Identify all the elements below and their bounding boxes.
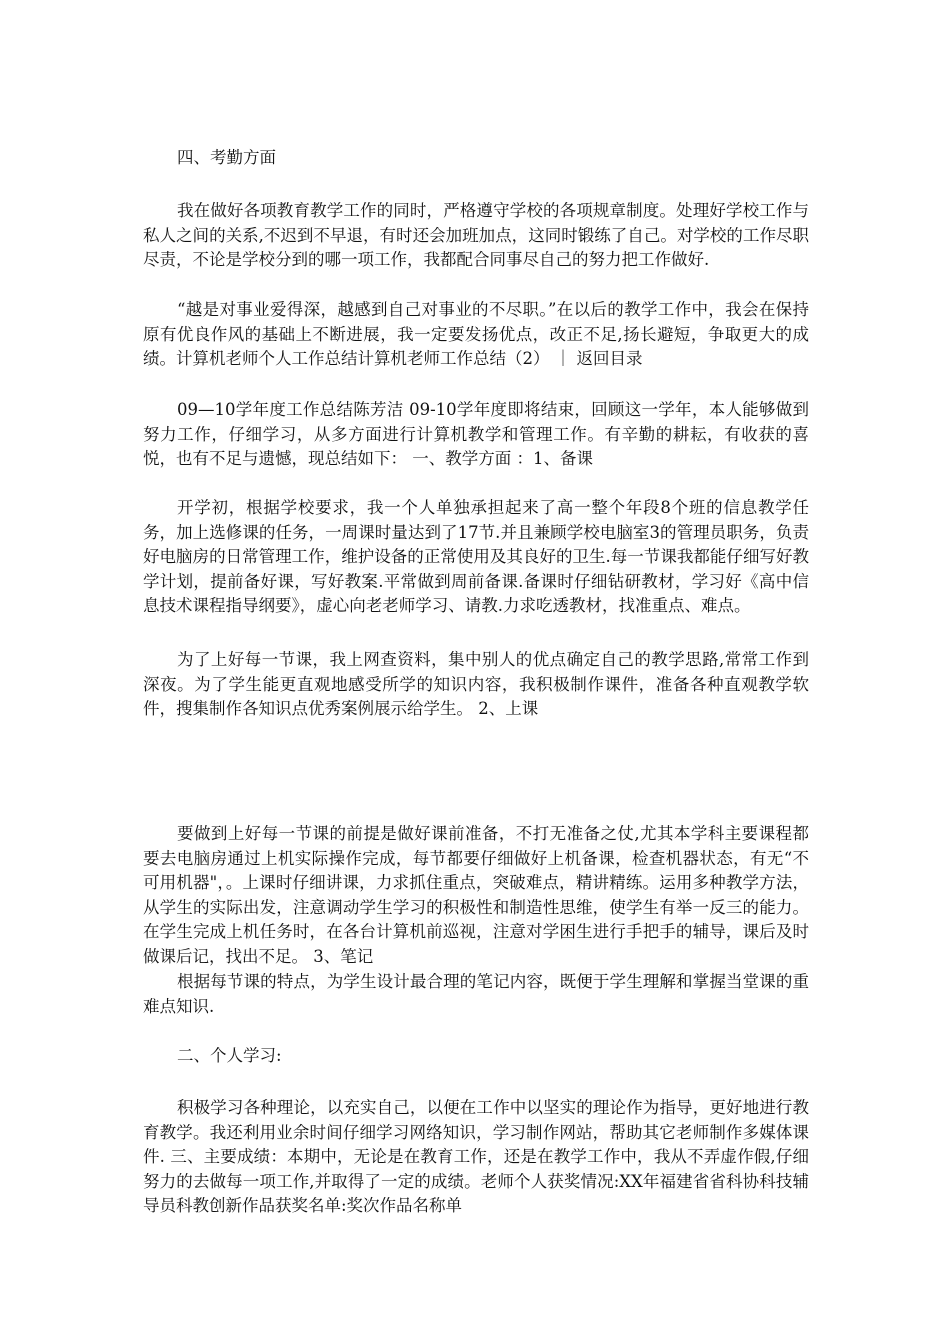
paragraph-notes: 根据每节课的特点，为学生设计最合理的笔记内容，既便于学生理解和掌握当堂课的重难点知识. (143, 972, 809, 1016)
paragraph-teaching: 要做到上好每一节课的前提是做好课前准备，不打无准备之仗,尤其本学科主要课程都要去电脑房通过上机实际操作完成，每节都要仔细做好上机备课，检查机器状态，有无“不可用机器"，。上课时仔细讲课，力求抓住重点，突破难点，精讲精练。运用多种教学方法，从学生的实际出发，注意调动学生学习的积极性和制造性思维，使学生有举一反三的能力。在学生完成上机任务时，在各台计算机前巡视，注意对学困生进行手把手的辅导，课后及时做课后记，找出不足。 3、笔记 (143, 824, 809, 966)
section-heading-attendance: 四、考勤方面 (177, 148, 276, 167)
paragraph-research: 为了上好每一节课，我上网查资料，集中别人的优点确定自己的教学思路,常常工作到深夜。为了学生能更直观地感受所学的知识内容，我积极制作课件，准备各种直观教学软件，搜集制作各知识点优秀案例展示给学生。 2、上课 (143, 650, 809, 718)
section-heading-personal-study: 二、个人学习: (177, 1046, 282, 1065)
paragraph-personal-study: 积极学习各种理论，以充实自己，以便在工作中以坚实的理论作为指导，更好地进行教育教学。我还利用业余时间仔细学习网络知识，学习制作网站，帮助其它老师制作多媒体课件. 三、主要成绩：本期中，无论是在教育工作，还是在教学工作中，我从不弄虚作假,仔细努力的去做每一项工作,并取得了一定的成绩。老师个人获奖情况:XX年福建省省科协科技辅导员科教创新作品获奖名单:奖次作品名称单 (143, 1098, 809, 1215)
paragraph-year-summary: 09—10学年度工作总结陈芳洁 09-10学年度即将结束，回顾这一学年，本人能够做到努力工作，仔细学习，从多方面进行计算机教学和管理工作。有辛勤的耕耘，有收获的喜悦，也有不足与遗憾，现总结如下： 一、教学方面 ：1、备课 (143, 400, 809, 468)
paragraph-lesson-prep: 开学初，根据学校要求，我一个人单独承担起来了高一整个年段8个班的信息教学任务，加上选修课的任务，一周课时量达到了17节.并且兼顾学校电脑室3的管理员职务，负责好电脑房的日常管理工作，维护设备的正常使用及其良好的卫生.每一节课我都能仔细写好教学计划，提前备好课，写好教案.平常做到周前备课.备课时仔细钻研教材，学习好《高中信息技术课程指导纲要》，虚心向老老师学习、请教.力求吃透教材，找准重点、难点。 (143, 498, 809, 615)
paragraph-commitment: “越是对事业爱得深，越感到自己对事业的不尽职。”在以后的教学工作中，我会在保持原有优良作风的基础上不断进展，我一定要发扬优点，改正不足,扬长避短，争取更大的成绩。计算机老师个人工作总结计算机老师工作总结（2） ｜ 返回目录 (143, 300, 809, 368)
paragraph-attendance: 我在做好各项教育教学工作的同时，严格遵守学校的各项规章制度。处理好学校工作与私人之间的关系,不迟到不早退，有时还会加班加点，这同时锻练了自己。对学校的工作尽职尽责，不论是学校分到的哪一项工作，我都配合同事尽自己的努力把工作做好. (143, 201, 809, 269)
